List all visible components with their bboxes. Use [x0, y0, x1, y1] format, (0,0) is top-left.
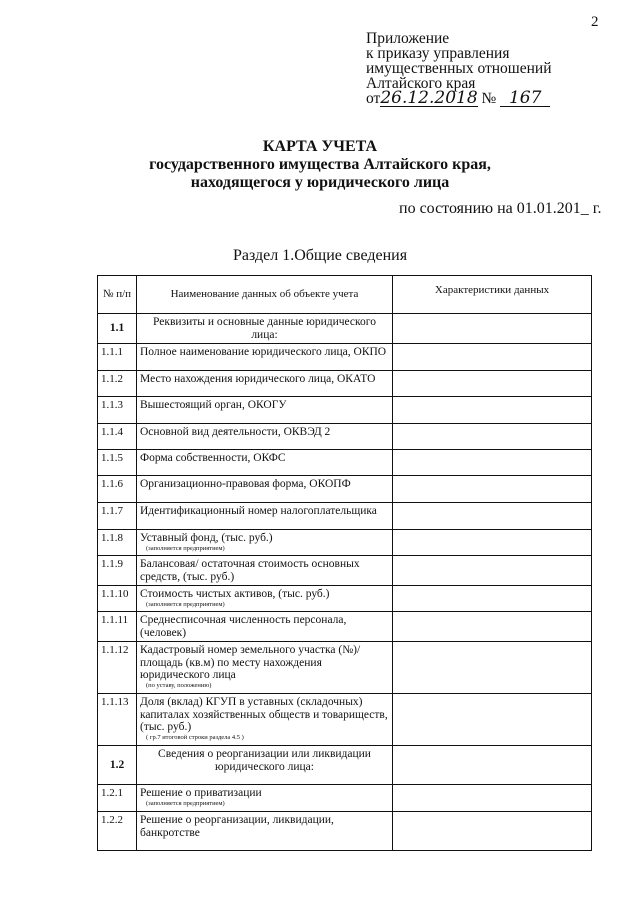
- row-name-cell: [137, 424, 393, 450]
- row-name-cell: [137, 642, 393, 694]
- row-number: 1.1.1: [98, 344, 137, 371]
- appendix-line-3: имущественных отношений: [366, 60, 552, 77]
- row-name-cell: [137, 344, 393, 371]
- row-name-cell: [137, 612, 393, 642]
- row-name: Организационно-правовая форма, ОКОПФ: [140, 478, 351, 490]
- row-name: Доля (вклад) КГУП в уставных (складочных) капиталах хозяйственных обществ и товариществ, (тыс. руб.): [140, 696, 388, 733]
- row-number: 1.1.5: [98, 450, 137, 476]
- row-name-cell: [137, 397, 393, 424]
- row-value[interactable]: [393, 476, 592, 503]
- document-subtitle-1: государственного имущества Алтайского края,: [149, 156, 491, 173]
- row-name-cell: [137, 556, 393, 586]
- row-name: Вышестоящий орган, ОКОГУ: [140, 399, 287, 411]
- appendix-from-prefix: от: [366, 90, 381, 107]
- row-value[interactable]: [393, 586, 592, 612]
- row-note: (заполняется предприятием): [146, 600, 225, 608]
- appendix-line-1: Приложение: [366, 30, 450, 47]
- row-value[interactable]: [393, 642, 592, 694]
- table-row: [98, 344, 592, 371]
- row-name: Кадастровый номер земельного участка (№)/ площадь (кв.м) по месту нахождения юридического лица: [140, 644, 361, 681]
- row-number: 1.1.11: [98, 612, 137, 642]
- row-value[interactable]: [393, 450, 592, 476]
- row-number: 1.2: [98, 746, 137, 785]
- row-name-cell: [137, 746, 393, 785]
- row-name: Основной вид деятельности, ОКВЭД 2: [140, 426, 331, 438]
- row-value[interactable]: [393, 694, 592, 746]
- row-number: 1.1.13: [98, 694, 137, 746]
- table-row: [98, 503, 592, 530]
- row-value[interactable]: [393, 785, 592, 812]
- table-row: [98, 694, 592, 746]
- table-row: [98, 785, 592, 812]
- document-title: КАРТА УЧЕТА: [262, 138, 378, 155]
- row-number: 1.1: [98, 314, 137, 344]
- section-title: Раздел 1.Общие сведения: [232, 247, 408, 264]
- row-name-cell: [137, 694, 393, 746]
- row-value[interactable]: [393, 746, 592, 785]
- row-name: Полное наименование юридического лица, ОКПО: [140, 346, 387, 358]
- row-name: Форма собственности, ОКФС: [140, 452, 286, 464]
- header-num: № п/п: [98, 276, 137, 314]
- row-name: Балансовая/ остаточная стоимость основных средств, (тыс. руб.): [140, 558, 360, 583]
- row-note: (заполняется предприятием): [146, 544, 225, 552]
- row-number: 1.1.7: [98, 503, 137, 530]
- row-name: Сведения о реорганизации или ликвидации юридического лица:: [158, 748, 371, 773]
- row-name: Реквизиты и основные данные юридического лица:: [153, 316, 376, 341]
- appendix-line-2: к приказу управления: [366, 45, 510, 62]
- table-row: [98, 397, 592, 424]
- row-name: Стоимость чистых активов, (тыс. руб.): [140, 588, 330, 600]
- row-value[interactable]: [393, 812, 592, 851]
- row-name-cell: [137, 812, 393, 851]
- row-value[interactable]: [393, 344, 592, 371]
- table-row: [98, 314, 592, 344]
- row-name: Место нахождения юридического лица, ОКАТО: [140, 373, 376, 385]
- table-row: [98, 612, 592, 642]
- appendix-number: 167: [500, 91, 550, 107]
- row-name-cell: [137, 785, 393, 812]
- row-number: 1.1.9: [98, 556, 137, 586]
- row-number: 1.1.6: [98, 476, 137, 503]
- table-row: [98, 450, 592, 476]
- row-number: 1.1.8: [98, 530, 137, 556]
- row-number: 1.1.10: [98, 586, 137, 612]
- row-name-cell: [137, 314, 393, 344]
- row-note: (заполняется предприятием): [146, 799, 225, 807]
- table-row: [98, 530, 592, 556]
- data-table: [97, 275, 592, 851]
- row-name-cell: [137, 476, 393, 503]
- appendix-date-line: [366, 88, 552, 108]
- table-row: [98, 371, 592, 397]
- table-row: [98, 746, 592, 785]
- row-name-cell: [137, 450, 393, 476]
- row-number: 1.1.4: [98, 424, 137, 450]
- appendix-date: 26.12.2018: [380, 88, 478, 108]
- row-name: Решение о приватизации: [140, 787, 262, 799]
- row-number: 1.1.3: [98, 397, 137, 424]
- table-row: [98, 586, 592, 612]
- row-value[interactable]: [393, 556, 592, 586]
- row-number: 1.1.2: [98, 371, 137, 397]
- row-value[interactable]: [393, 503, 592, 530]
- row-name-cell: [137, 371, 393, 397]
- row-name: Решение о реорганизации, ликвидации, банкротстве: [140, 814, 334, 839]
- row-name-cell: [137, 503, 393, 530]
- row-name: Идентификационный номер налогоплательщика: [140, 505, 377, 517]
- row-number: 1.1.12: [98, 642, 137, 694]
- appendix-number-prefix: №: [481, 90, 497, 107]
- row-value[interactable]: [393, 314, 592, 344]
- table-row: [98, 812, 592, 851]
- document-subtitle-2: находящегося у юридического лица: [190, 174, 450, 191]
- table-header-row: [98, 276, 592, 314]
- row-number: 1.2.2: [98, 812, 137, 851]
- header-name: Наименование данных об объекте учета: [137, 276, 393, 314]
- table-row: [98, 642, 592, 694]
- table-row: [98, 476, 592, 503]
- header-value: Характеристики данных: [393, 276, 592, 314]
- row-value[interactable]: [393, 612, 592, 642]
- appendix-line-4: Алтайского края: [366, 75, 476, 92]
- row-name: Уставный фонд, (тыс. руб.): [140, 532, 273, 544]
- row-value[interactable]: [393, 397, 592, 424]
- as-of-date: по состоянию на 01.01.201_ г.: [399, 200, 602, 217]
- row-value[interactable]: [393, 530, 592, 556]
- row-name: Среднесписочная численность персонала, (человек): [140, 614, 347, 639]
- row-name-cell: [137, 586, 393, 612]
- appendix-block: [366, 31, 552, 107]
- row-name-cell: [137, 530, 393, 556]
- page-number: 2: [591, 14, 599, 30]
- table-row: [98, 556, 592, 586]
- row-value[interactable]: [393, 424, 592, 450]
- row-note: ( гр.7 итоговой строки раздела 4.5 ): [146, 733, 244, 741]
- table-row: [98, 424, 592, 450]
- row-value[interactable]: [393, 371, 592, 397]
- row-number: 1.2.1: [98, 785, 137, 812]
- row-note: (по уставу, положению): [146, 681, 212, 689]
